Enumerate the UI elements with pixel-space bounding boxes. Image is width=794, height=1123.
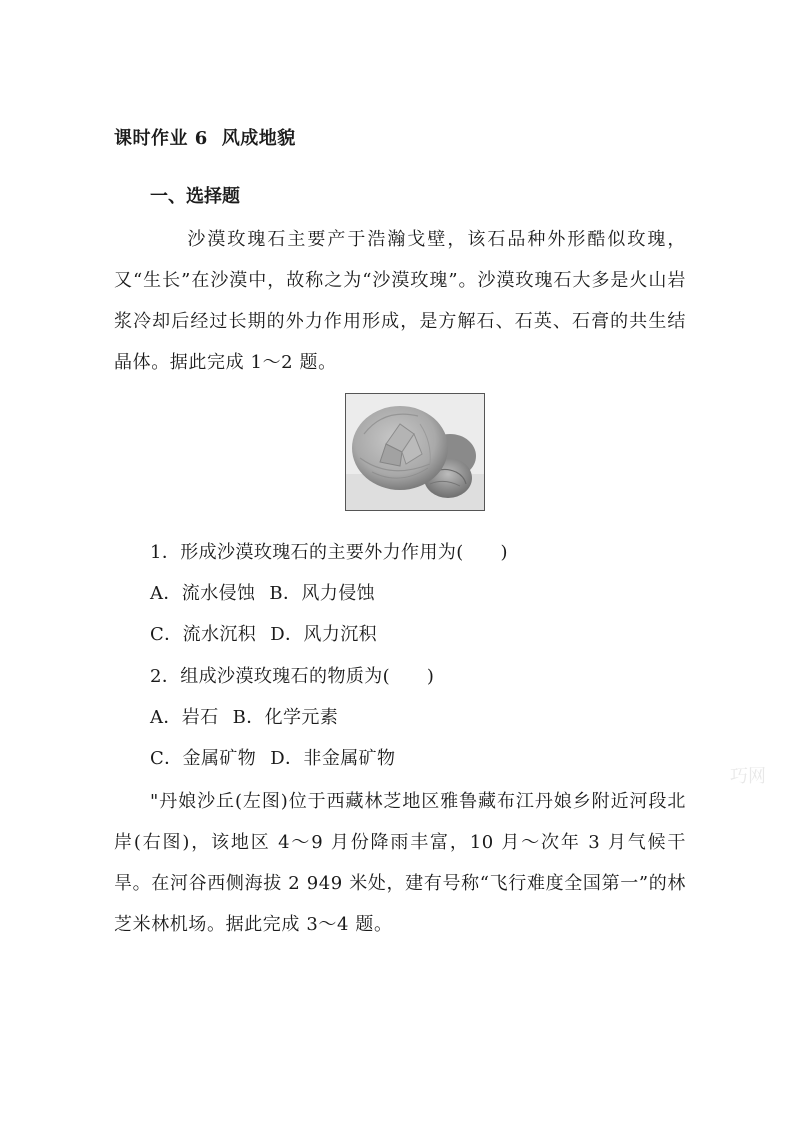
passage-dunes — [114, 781, 686, 945]
watermark: 巧网 — [730, 766, 766, 787]
desert-rose-photo-icon — [346, 394, 484, 510]
title-main: 课时作业 6 — [114, 128, 208, 149]
section-heading: 一、选择题 — [150, 186, 240, 207]
question-2-option-c: C．金属矿物 — [150, 748, 257, 769]
passage-desert-rose — [114, 219, 686, 383]
question-1-option-a: A．流水侵蚀 — [150, 583, 256, 604]
question-1-options-row-2 — [150, 620, 377, 646]
desert-rose-photo — [345, 393, 485, 511]
page-title — [114, 124, 296, 150]
title-sub: 风成地貌 — [221, 128, 296, 149]
question-1-option-c: C．流水沉积 — [150, 624, 257, 645]
question-2-options-row-2 — [150, 744, 395, 770]
question-2-option-b: B．化学元素 — [232, 707, 339, 728]
question-2-option-d: D．非金属矿物 — [270, 748, 396, 769]
question-2-option-a: A．岩石 — [150, 707, 219, 728]
passage-desert-rose-text: 沙漠玫瑰石主要产于浩瀚戈壁，该石品种外形酷似玫瑰，又“生长”在沙漠中，故称之为“沙漠玫瑰”。沙漠玫瑰石大多是火山岩浆冷却后经过长期的外力作用形成，是方解石、石英、石膏的共生结晶体。据此完成 1～2 题。 — [114, 229, 686, 373]
question-1-option-b: B．风力侵蚀 — [269, 583, 376, 604]
question-1-stem: 1．形成沙漠玫瑰石的主要外力作用为( ) — [150, 542, 508, 563]
passage-dunes-text: "丹娘沙丘(左图)位于西藏林芝地区雅鲁藏布江丹娘乡附近河段北岸(右图)，该地区 4～9 月份降雨丰富，10 月～次年 3 月气候干旱。在河谷西侧海拔 2 949 米处，建有号称“飞行难度全国第一”的林芝米林机场。据此完成 3～4 题。 — [114, 791, 686, 935]
question-1-option-d: D．风力沉积 — [270, 624, 378, 645]
question-2-stem: 2．组成沙漠玫瑰石的物质为( ) — [150, 666, 435, 687]
question-1-options-row-1 — [150, 579, 375, 605]
question-2-options-row-1 — [150, 703, 338, 729]
